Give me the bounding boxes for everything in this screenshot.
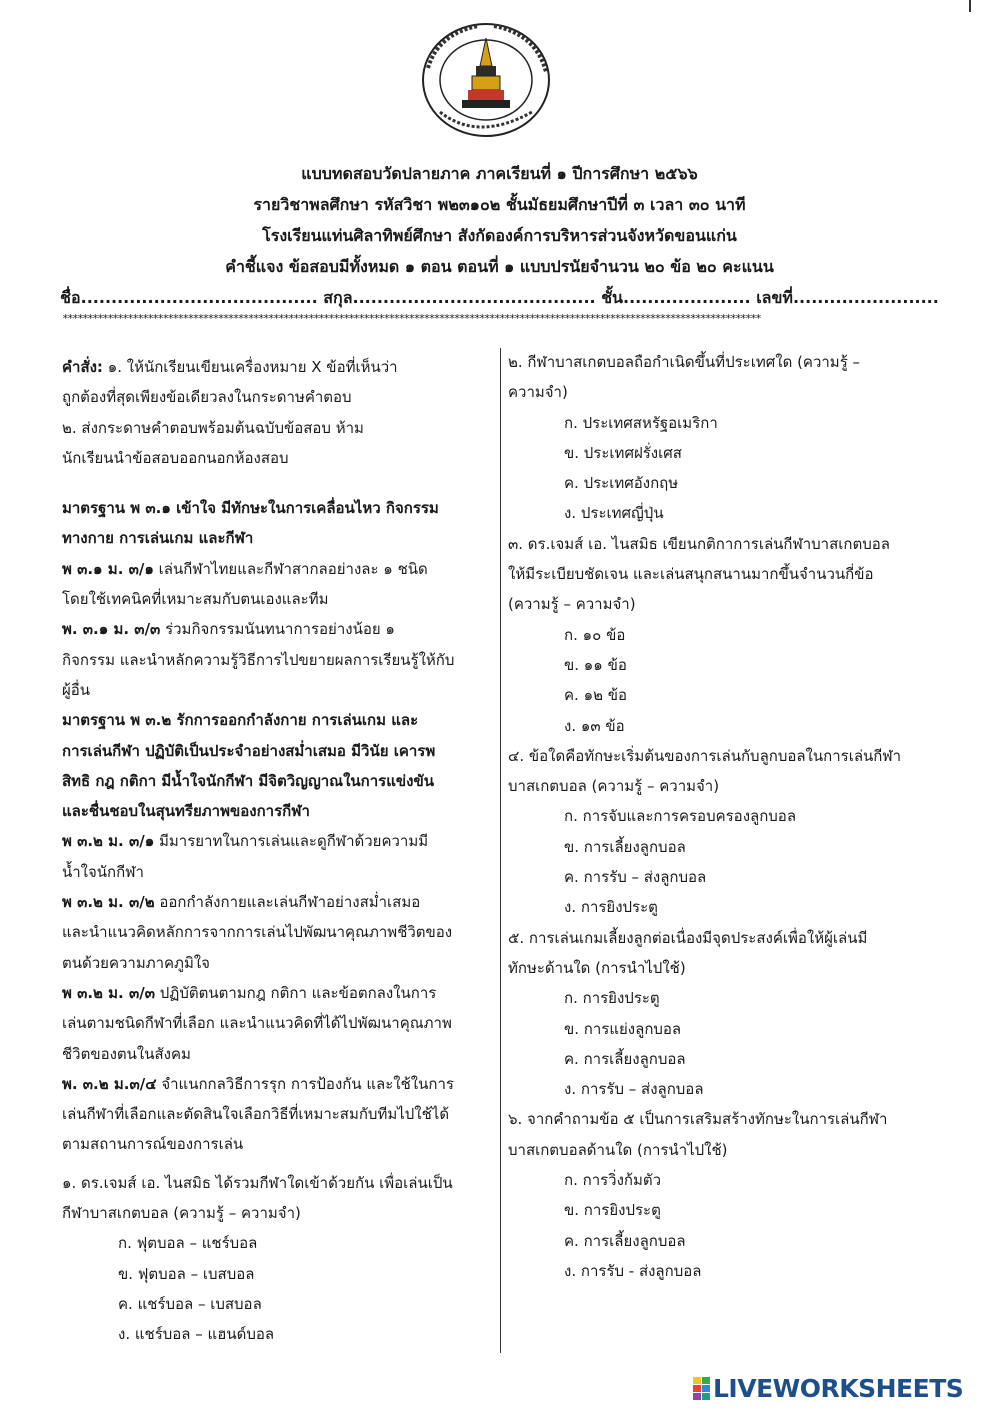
q4-option-c[interactable]: ค. การรับ – ส่งลูกบอล (564, 868, 707, 887)
q1-option-c[interactable]: ค. แชร์บอล – เบสบอล (118, 1294, 262, 1313)
indicator-6: พ. ๓.๒ ม.๓/๔ จำแนกกลวิธีการรุก การป้องกัน และใช้ในการ (62, 1074, 454, 1093)
q1-option-d[interactable]: ง. แชร์บอล – แฮนด์บอล (118, 1325, 275, 1344)
q3-option-b[interactable]: ข. ๑๑ ข้อ (564, 655, 627, 674)
standard-1: มาตรฐาน พ ๓.๑ เข้าใจ มีทักษะในการเคลื่อนไหว กิจกรรม (62, 499, 439, 518)
q2-option-c[interactable]: ค. ประเทศอังกฤษ (564, 474, 679, 493)
column-divider (500, 348, 501, 1353)
question-6: ๖. จากคำถามข้อ ๕ เป็นการเสริมสร้างทักษะในการเล่นกีฬา (508, 1110, 888, 1129)
instruction-1: คำสั่ง: ๑. ให้นักเรียนเขียนเครื่องหมาย X ข้อที่เห็นว่า (62, 358, 398, 376)
q6-option-b[interactable]: ข. การยิงประตู (564, 1201, 661, 1220)
q3-option-c[interactable]: ค. ๑๒ ข้อ (564, 686, 628, 705)
right-column: ๒. กีฬาบาสเกตบอลถือกำเนิดขึ้นที่ประเทศใด (ความรู้ – ความจำ) ก. ประเทศสหรัฐอเมริกา ข. ประเทศฝรั่งเศส ค. ประเทศอังกฤษ ง. ประเทศญี่ปุ่น ๓. ดร.เจมส์ เอ. ไนสมิธ เขียนกติกาการเล่นกีฬาบาสเกตบอล ให้มีระเบียบชัดเจน และเล่นสนุกสนานมากขึ้นจำนวนกี่ข้อ (ความรู้ – ความจำ) ก. ๑๐ ข้อ ข. ๑๑ ข้อ ค. ๑๒ ข้อ ง. ๑๓ ข้อ ๔. ข้อใดคือทักษะเริ่มต้นของการเล่นกับลูกบอลในการเล่นกีฬา บาสเกตบอล (ความรู้ – ความจำ) ก. การจับและการครอบครองลูกบอล ข. การเลี้ยงลูกบอล ค. การรับ – ส่งลูกบอล ง. การยิงประตู ๕. การเล่นเกมเลี้ยงลูกต่อเนื่องมีจุดประสงค์เพื่อให้ผู้เล่นมี ทักษะด้านใด (การนำไปใช้) ก. การยิงประตู ข. การแย่งลูกบอล ค. การเลี้ยงลูกบอล ง. การรับ – ส่งลูกบอล ๖. จากคำถามข้อ ๕ เป็นการเสริมสร้างทักษะในการเล่นกีฬา บาสเกตบอลด้านใด (การนำไปใช้) ก. การวิ่งก้มตัว ข. การยิงประตู ค. การเลี้ยงลูกบอล ง. การรับ - ส่งลูกบอล (508, 347, 938, 1286)
indicator-4: พ ๓.๒ ม. ๓/๒ ออกกำลังกายและเล่นกีฬาอย่างสม่ำเสมอ (62, 893, 421, 912)
school-line: โรงเรียนแท่นศิลาทิพย์ศึกษา สังกัดองค์การบริหารส่วนจังหวัดขอนแก่น (262, 226, 737, 245)
indicator-2: พ. ๓.๑ ม. ๓/๓ ร่วมกิจกรรมนันทนาการอย่างน้อย ๑ (62, 620, 395, 639)
question-1: ๑. ดร.เจมส์ เอ. ไนสมิธ ได้รวมกีฬาใดเข้าด้วยกัน เพื่อเล่นเป็น (62, 1173, 453, 1192)
star-divider: ******************************************************************************************************************************************* (62, 312, 761, 325)
left-column: คำสั่ง: ๑. ให้นักเรียนเขียนเครื่องหมาย X ข้อที่เห็นว่า ถูกต้องที่สุดเพียงข้อเดียวลงในกระดาษคำตอบ ๒. ส่งกระดาษคำตอบพร้อมต้นฉบับข้อสอบ ห้าม นักเรียนนำข้อสอบออกนอกห้องสอบ มาตรฐาน พ ๓.๑ เข้าใจ มีทักษะในการเคลื่อนไหว กิจกรรม ทางกาย การเล่นเกม และกีฬา พ ๓.๑ ม. ๓/๑ เล่นกีฬาไทยและกีฬาสากลอย่างละ ๑ ชนิด โดยใช้เทคนิคที่เหมาะสมกับตนเองและทีม พ. ๓.๑ ม. ๓/๓ ร่วมกิจกรรมนันทนาการอย่างน้อย ๑ กิจกรรม และนำหลักความรู้วิธีการไปขยายผลการเรียนรู้ให้กับ ผู้อื่น มาตรฐาน พ ๓.๒ รักการออกกำลังกาย การเล่นเกม และ การเล่นกีฬา ปฏิบัติเป็นประจำอย่างสม่ำเสมอ มีวินัย เคารพ สิทธิ กฎ กติกา มีน้ำใจนักกีฬา มีจิตวิญญาณในการแข่งขัน และชื่นชอบในสุนทรียภาพของการกีฬา พ ๓.๒ ม. ๓/๑ มีมารยาทในการเล่นและดูกีฬาด้วยความมี น้ำใจนักกีฬา พ ๓.๒ ม. ๓/๒ ออกกำลังกายและเล่นกีฬาอย่างสม่ำเสมอ และนำแนวคิดหลักการจากการเล่นไปพัฒนาคุณภาพชีวิตของ ตนด้วยความภาคภูมิใจ พ ๓.๒ ม. ๓/๓ ปฏิบัติตนตามกฎ กติกา และข้อตกลงในการ เล่นตามชนิดกีฬาที่เลือก และนำแนวคิดที่ได้ไปพัฒนาคุณภาพ ชีวิตของตนในสังคม พ. ๓.๒ ม.๓/๔ จำแนกกลวิธีการรุก การป้องกัน และใช้ในการ เล่นกีฬาที่เลือกและตัดสินใจเลือกวิธีที่เหมาะสมกับทีมไปใช้ได้ ตามสถานการณ์ของการเล่น ๑. ดร.เจมส์ เอ. ไนสมิธ ได้รวมกีฬาใดเข้าด้วยกัน เพื่อเล่นเป็น กีฬาบาสเกตบอล (ความรู้ – ความจำ) ก. ฟุตบอล – แชร์บอล ข. ฟุตบอล – เบสบอล ค. แชร์บอล – เบสบอล ง. แชร์บอล – แฮนด์บอล (62, 352, 492, 1350)
q5-option-c[interactable]: ค. การเลี้ยงลูกบอล (564, 1049, 686, 1068)
school-logo-seal (418, 20, 554, 140)
instruction-label: คำสั่ง: (62, 358, 103, 376)
q4-option-d[interactable]: ง. การยิงประตู (564, 898, 658, 917)
exam-header (0, 158, 999, 313)
q4-option-b[interactable]: ข. การเลี้ยงลูกบอล (564, 837, 686, 856)
indicator-3: พ ๓.๒ ม. ๓/๑ มีมารยาทในการเล่นและดูกีฬาด้วยความมี (62, 832, 429, 851)
q5-option-a[interactable]: ก. การยิงประตู (564, 989, 660, 1008)
q5-option-d[interactable]: ง. การรับ – ส่งลูกบอล (564, 1080, 704, 1099)
question-3: ๓. ดร.เจมส์ เอ. ไนสมิธ เขียนกติกาการเล่นกีฬาบาสเกตบอล (508, 534, 890, 553)
q3-option-a[interactable]: ก. ๑๐ ข้อ (564, 625, 626, 644)
student-info-line[interactable]: ชื่อ....................................... สกุล........................................ ชั้น..................... เลขที่........................ (60, 288, 939, 307)
q1-option-a[interactable]: ก. ฟุตบอล – แชร์บอล (118, 1234, 258, 1253)
instruction-2: ๒. ส่งกระดาษคำตอบพร้อมต้นฉบับข้อสอบ ห้าม (62, 418, 364, 437)
subject-line: รายวิชาพลศึกษา รหัสวิชา พ๒๓๑๐๒ ชั้นมัธยมศึกษาปีที่ ๓ เวลา ๓๐ นาที (253, 195, 746, 214)
q3-option-d[interactable]: ง. ๑๓ ข้อ (564, 716, 625, 735)
q4-option-a[interactable]: ก. การจับและการครอบครองลูกบอล (564, 807, 797, 826)
standard-2: มาตรฐาน พ ๓.๒ รักการออกกำลังกาย การเล่นเกม และ (62, 711, 419, 730)
q1-option-b[interactable]: ข. ฟุตบอล – เบสบอล (118, 1264, 255, 1283)
liveworksheets-logo-icon (693, 1377, 711, 1401)
watermark-text: LIVEWORKSHEETS (713, 1374, 964, 1403)
instruction-line: คำชี้แจง ข้อสอบมีทั้งหมด ๑ ตอน ตอนที่ ๑ แบบปรนัยจำนวน ๒๐ ข้อ ๒๐ คะแนน (225, 257, 774, 276)
q6-option-c[interactable]: ค. การเลี้ยงลูกบอล (564, 1231, 686, 1250)
indicator-5: พ ๓.๒ ม. ๓/๓ ปฏิบัติตนตามกฎ กติกา และข้อตกลงในการ (62, 983, 437, 1002)
liveworksheets-watermark (693, 1374, 993, 1404)
q2-option-a[interactable]: ก. ประเทศสหรัฐอเมริกา (564, 413, 718, 432)
question-5: ๕. การเล่นเกมเลี้ยงลูกต่อเนื่องมีจุดประสงค์เพื่อให้ผู้เล่นมี (508, 928, 868, 947)
q5-option-b[interactable]: ข. การแย่งลูกบอล (564, 1019, 682, 1038)
exam-title: แบบทดสอบวัดปลายภาค ภาคเรียนที่ ๑ ปีการศึกษา ๒๕๖๖ (301, 164, 698, 183)
indicator-1: พ ๓.๑ ม. ๓/๑ เล่นกีฬาไทยและกีฬาสากลอย่างละ ๑ ชนิด (62, 559, 428, 578)
q2-option-b[interactable]: ข. ประเทศฝรั่งเศส (564, 443, 682, 462)
question-2: ๒. กีฬาบาสเกตบอลถือกำเนิดขึ้นที่ประเทศใด (ความรู้ – (508, 353, 861, 371)
q2-option-d[interactable]: ง. ประเทศญี่ปุ่น (564, 504, 664, 523)
q6-option-a[interactable]: ก. การวิ่งก้มตัว (564, 1171, 662, 1190)
page-corner-mark (969, 0, 971, 12)
q6-option-d[interactable]: ง. การรับ - ส่งลูกบอล (564, 1261, 702, 1280)
question-4: ๔. ข้อใดคือทักษะเริ่มต้นของการเล่นกับลูกบอลในการเล่นกีฬา (508, 746, 902, 765)
